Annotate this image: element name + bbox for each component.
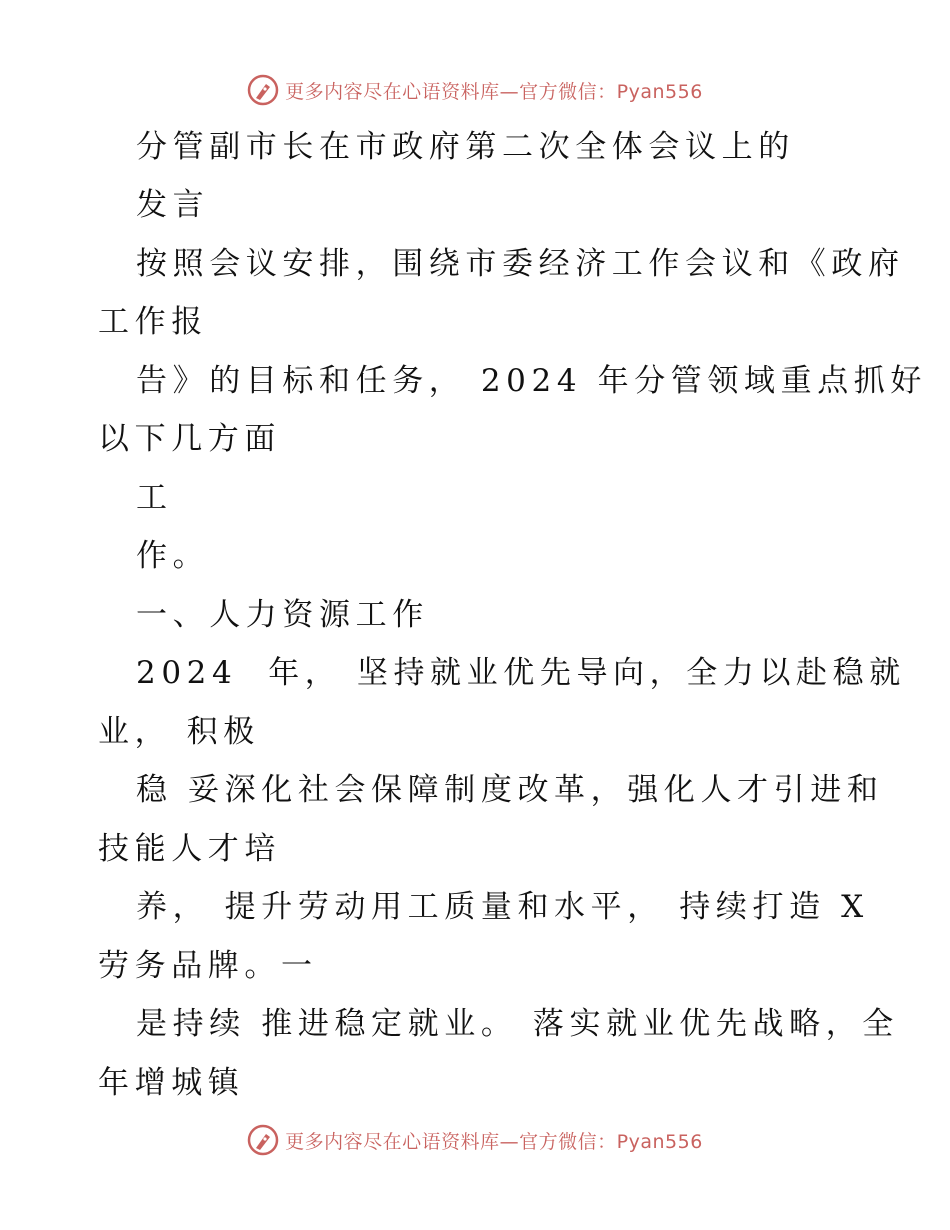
watermark-text: 更多内容尽在心语资料库—官方微信：Pyan556 — [285, 1130, 703, 1153]
text-line: 业， 积极 — [98, 714, 260, 750]
text-line: 按照会议安排，围绕市委经济工作会议和《政府 — [136, 246, 905, 282]
watermark-header — [0, 74, 950, 106]
text-line: 工 — [136, 480, 173, 516]
text-line: 是持续 推进稳定就业。 落实就业优先战略，全 — [136, 1006, 899, 1042]
pen-nib-icon — [247, 1124, 279, 1156]
text-line: 告》的目标和任务， 2024 年分管领域重点抓好 — [136, 363, 927, 399]
text-line: 工作报 — [98, 304, 208, 340]
watermark-footer — [0, 1124, 950, 1156]
text-line: 分管副市长在市政府第二次全体会议上的 — [136, 129, 795, 165]
text-line: 作。 — [136, 538, 210, 574]
section-heading: 一、人力资源工作 — [136, 597, 429, 633]
text-line: 2024 年， 坚持就业优先导向，全力以赴稳就 — [136, 655, 906, 691]
text-line: 技能人才培 — [98, 831, 281, 867]
watermark-text: 更多内容尽在心语资料库—官方微信：Pyan556 — [285, 80, 703, 103]
pen-nib-icon — [247, 74, 279, 106]
text-line: 以下几方面 — [98, 421, 281, 457]
text-line: 劳务品牌。一 — [98, 948, 318, 984]
text-line: 养， 提升劳动用工质量和水平， 持续打造 X — [136, 889, 869, 925]
text-line: 稳 妥深化社会保障制度改革，强化人才引进和 — [136, 772, 884, 808]
text-line: 发言 — [136, 187, 210, 223]
text-line: 年增城镇 — [98, 1065, 245, 1101]
